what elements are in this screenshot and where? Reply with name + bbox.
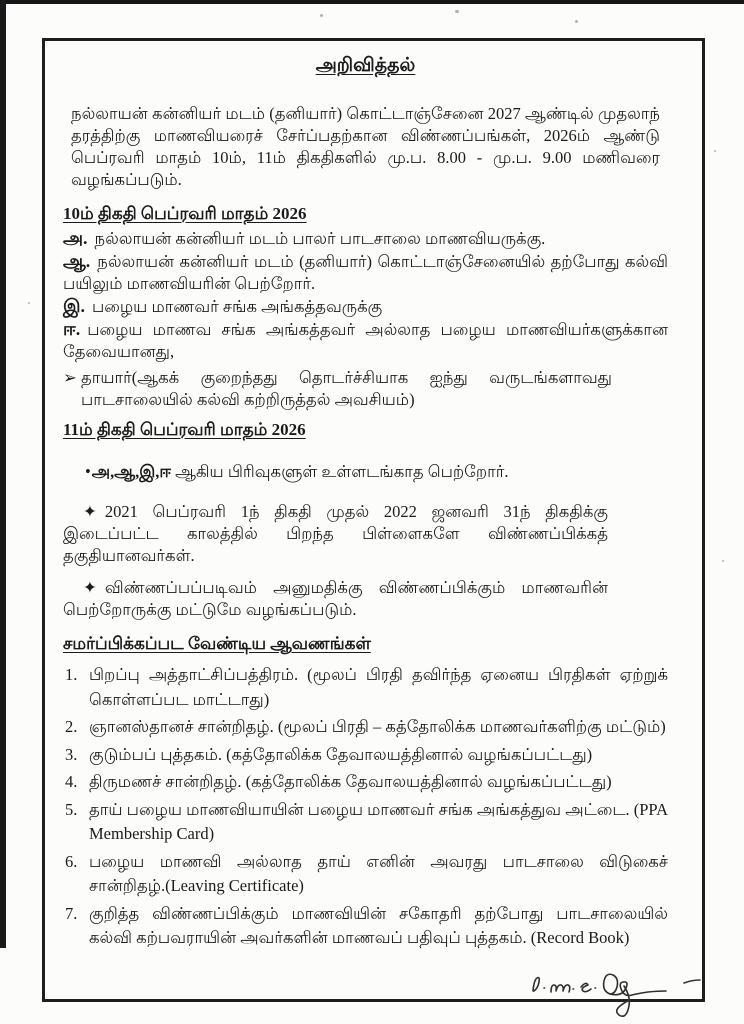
- item-number: 6.: [65, 851, 78, 871]
- intro-paragraph: நல்லாயன் கன்னியர் மடம் (தனியார்) கொட்டாஞ்சேனை 2027 ஆண்டில் முதலாந் தரத்திற்கு மாணவியரைச் சேர்ப்பதற்கான விண்ணப்பங்கள், 2026ம் ஆண்டு பெப்ரவரி மாதம் 10ம், 11ம் திகதிகளில் மு.ப. 8.00 - மு.ப. 9.00 மணிவரை வழங்கப்படும்.: [71, 104, 660, 189]
- item-text: ஞானஸ்தானச் சான்றிதழ். (மூலப் பிரதி – கத்தோலிக்க மாணவர்களிற்கு மட்டும்): [89, 717, 666, 736]
- list-item-a: [63, 227, 668, 250]
- section-heading-feb11: 11ம் திகதி பெப்ரவரி மாதம் 2026: [63, 420, 306, 439]
- item-number: 3.: [65, 744, 78, 764]
- item-text: குடும்பப் புத்தகம். (கத்தோலிக்க தேவாலயத்தினால் வழங்கப்பட்டது): [89, 744, 593, 764]
- document-item-5: [63, 798, 668, 847]
- document-item-7: [63, 902, 668, 951]
- list-item-i: [63, 295, 668, 318]
- bullet-item-text: ஆகிய பிரிவுகளுள் உள்ளடங்காத பெற்றோர்.: [171, 462, 509, 481]
- star-item-text: 2021 பெப்ரவரி 1ந் திகதி முதல் 2022 ஜனவரி 31ந் திகதிக்கு இடைப்பட்ட காலத்தில் பிறந்த பிள்ளைகளே விண்ணப்பிக்கத் தகுதியானவர்கள்.: [63, 502, 608, 565]
- item-number: 4.: [65, 772, 78, 791]
- scan-artifact-top-edge: [0, 0, 744, 4]
- document-item-6: [63, 850, 668, 899]
- handwritten-signature: [520, 958, 720, 1020]
- list-item-aa: [63, 250, 668, 295]
- bullet-item: [85, 461, 668, 483]
- bullet-item-bold: அ,ஆ,இ,ஈ: [91, 462, 172, 481]
- scan-speck: [320, 14, 323, 17]
- star-item-form-issue: [63, 577, 668, 621]
- section-heading-documents: சமர்ப்பிக்கப்பட வேண்டிய ஆவணங்கள்: [63, 634, 371, 653]
- arrow-bullet-icon: ➢: [63, 368, 77, 387]
- scan-speck: [575, 20, 578, 23]
- dot-bullet-icon: •: [85, 462, 91, 481]
- scan-speck: [714, 150, 716, 152]
- star-bullet-icon: ✦: [83, 502, 97, 521]
- document-item-1: [63, 663, 668, 712]
- item-text: பழைய மாணவ சங்க அங்கத்தவர் அல்லாத பழைய மாணவியர்களுக்கான தேவையானது,: [63, 320, 668, 361]
- item-label: ஆ.: [63, 251, 91, 271]
- document-item-2: [63, 715, 668, 740]
- item-text: குறித்த விண்ணப்பிக்கும் மாணவியின் சகோதரி தற்போது பாடசாலையில் கல்வி கற்பவராயின் அவர்களின் மாணவப் பதிவுப் புத்தகம். (Record Book): [89, 903, 668, 947]
- item-text: திருமணச் சான்றிதழ். (கத்தோலிக்க தேவாலயத்தினால் வழங்கப்பட்டது): [89, 772, 612, 791]
- item-text: பிறப்பு அத்தாட்சிப்பத்திரம். (மூலப் பிரதி தவிர்ந்த ஏனைய பிரதிகள் ஏற்றுக் கொள்ளப்பட மாட்டாது): [89, 665, 668, 709]
- star-bullet-icon: ✦: [83, 578, 97, 597]
- item-number: 5.: [65, 799, 78, 819]
- item-text: நல்லாயன் கன்னியர் மடம் பாலர் பாடசாலை மாணவியருக்கு.: [94, 229, 546, 248]
- item-label: இ.: [63, 296, 86, 316]
- scan-speck: [722, 560, 724, 562]
- scan-artifact-left-edge: [0, 0, 6, 948]
- documents-list: [63, 663, 668, 951]
- item-number: 1.: [65, 665, 78, 684]
- note-text: தாயார்(ஆகக் குறைந்தது தொடர்ச்சியாக ஐந்து வருடங்களாவது பாடசாலையில் கல்வி கற்றிருத்தல் அவசியம்): [81, 368, 612, 409]
- item-number: 2.: [65, 717, 78, 736]
- document-item-3: [63, 743, 668, 768]
- section-heading-feb10: 10ம் திகதி பெப்ரவரி மாதம் 2026: [63, 204, 307, 223]
- star-item-text: விண்ணப்பப்படிவம் அனுமதிக்கு விண்ணப்பிக்கும் மாணவரின் பெற்றோருக்கு மட்டுமே வழங்கப்படும்.: [63, 578, 608, 619]
- item-label: ஈ.: [63, 319, 81, 339]
- note-item: [63, 367, 668, 411]
- scan-speck: [28, 302, 30, 304]
- scan-speck: [455, 10, 459, 13]
- page-title: அறிவித்தல்: [315, 55, 416, 76]
- item-text: பழைய மாணவர் சங்க அங்கத்தவருக்கு: [92, 297, 383, 316]
- document-item-4: [63, 770, 668, 795]
- list-item-ii: [63, 318, 668, 363]
- notice-border-box: [42, 38, 705, 1002]
- item-number: 7.: [65, 903, 78, 923]
- item-text: நல்லாயன் கன்னியர் மடம் (தனியார்) கொட்டாஞ்சேனையில் தற்போது கல்வி பயிலும் மாணவியரின் பெற்றோர்.: [63, 252, 668, 293]
- item-label: அ.: [63, 228, 88, 248]
- item-text: பழைய மாணவி அல்லாத தாய் எனின் அவரது பாடசாலை விடுகைச் சான்றிதழ்.(Leaving Certificate): [89, 851, 668, 895]
- star-item-eligibility: [63, 501, 668, 567]
- item-text: தாய் பழைய மாணவியாயின் பழைய மாணவர் சங்க அங்கத்துவ அட்டை. (PPA Membership Card): [89, 799, 668, 843]
